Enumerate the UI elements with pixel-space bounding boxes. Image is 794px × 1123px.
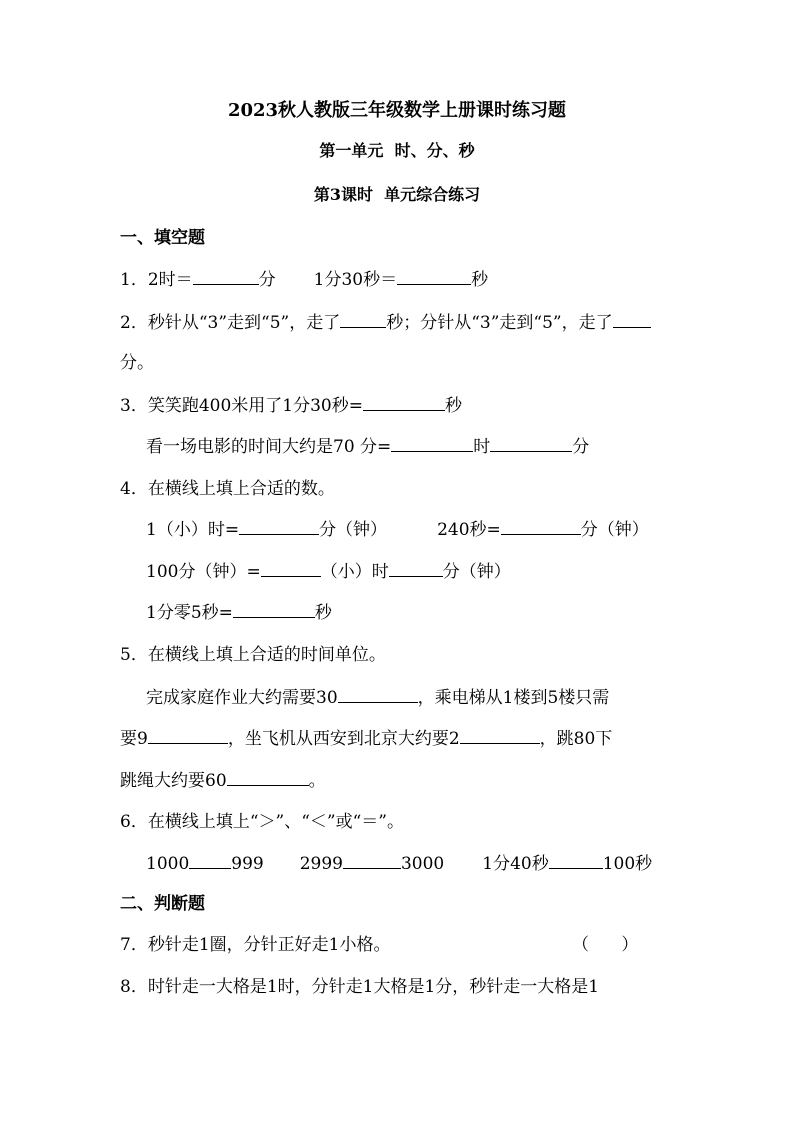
question-2: 2．秒针从“3”走到“5”，走了 秒；分针从“3”走到“5”，走了: [120, 311, 651, 334]
page-title: 2023秋人教版三年级数学上册课时练习题: [227, 100, 567, 121]
question-4: 4．在横线上填上合适的数。: [120, 479, 335, 499]
answer-blank[interactable]: [233, 601, 315, 618]
question-8: 8．时针走一大格是1时，分针走1大格是1分，秒针走一大格是1: [120, 977, 600, 997]
answer-blank[interactable]: [501, 518, 581, 535]
answer-blank[interactable]: [549, 852, 603, 869]
question-7: 7．秒针走1圈，分针正好走1小格。: [120, 935, 391, 955]
answer-blank[interactable]: [343, 852, 401, 869]
answer-blank[interactable]: [338, 686, 418, 703]
answer-blank[interactable]: [363, 394, 445, 411]
answer-blank[interactable]: [490, 435, 572, 452]
question-3: 3．笑笑跑400米用了1分30秒= 秒: [120, 396, 462, 416]
section-heading-true-false: 二、判断题: [120, 894, 205, 914]
answer-blank[interactable]: [193, 268, 259, 285]
question-4-row2: 100分（钟）= （小）时 分（钟）: [146, 562, 511, 582]
question-6: 6．在横线上填上“＞”、“＜”或“＝”。: [120, 812, 404, 832]
lesson-title: 第3课时 单元综合练习: [313, 185, 481, 204]
question-4-row3: 1分零5秒= 秒: [146, 603, 332, 623]
question-5-line2: 要9 ，坐飞机从西安到北京大约要2 ，跳80下: [120, 729, 613, 749]
answer-blank[interactable]: [261, 560, 321, 577]
answer-blank[interactable]: [340, 311, 386, 328]
answer-blank[interactable]: [397, 268, 471, 285]
question-1: 1．2时＝ 分 1分30秒＝ 秒: [120, 270, 489, 290]
answer-blank[interactable]: [391, 435, 473, 452]
unit-title: 第一单元 时、分、秒: [319, 141, 475, 160]
question-4-row1: 1（小）时= 分（钟） 240秒= 分（钟）: [146, 520, 649, 540]
answer-blank[interactable]: [389, 560, 443, 577]
answer-blank[interactable]: [613, 311, 651, 328]
question-6-row: 1000 999 2999 3000 1分40秒 100秒: [146, 854, 653, 874]
section-heading-fill-blank: 一、填空题: [120, 228, 205, 248]
answer-blank[interactable]: [460, 727, 540, 744]
answer-blank[interactable]: [148, 727, 228, 744]
question-5-line1: 完成家庭作业大约需要30 ，乘电梯从1楼到5楼只需: [146, 688, 610, 708]
answer-blank[interactable]: [227, 769, 309, 786]
answer-blank[interactable]: [239, 518, 319, 535]
answer-blank[interactable]: [189, 852, 231, 869]
answer-parentheses[interactable]: （ ）: [572, 935, 639, 955]
question-5: 5．在横线上填上合适的时间单位。: [120, 645, 386, 665]
question-3-line2: 看一场电影的时间大约是70 分= 时 分: [146, 437, 590, 457]
question-2-cont: 分。: [120, 353, 154, 373]
question-5-line3: 跳绳大约要60 。: [120, 771, 326, 791]
